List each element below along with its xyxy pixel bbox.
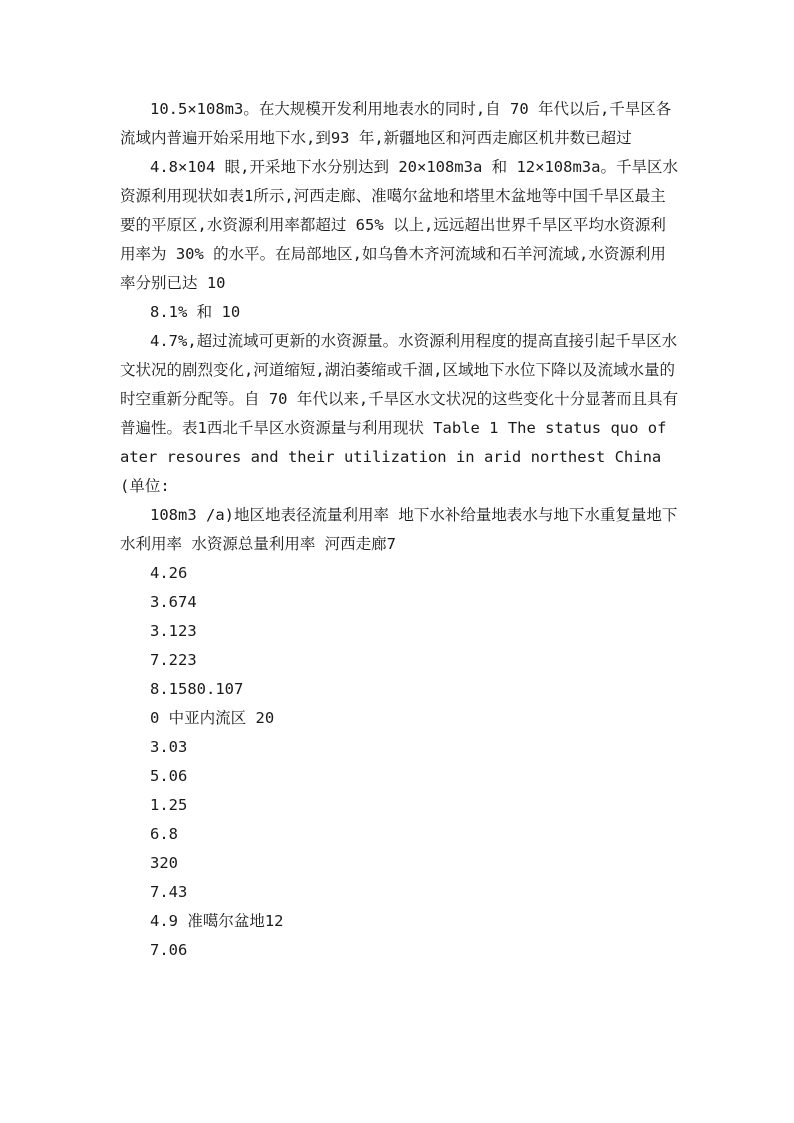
paragraph-2: 4.8×104 眼,开采地下水分别达到 20×108m3a 和 12×108m3a。千旱区水资源利用现状如表1所示,河西走廊、准噶尔盆地和塔里木盆地等中国千旱区最主要的平原区,水资源利用率都超过 65% 以上,远远超出世界千旱区平均水资源利用率为 30% 的水平。在局部地区,如乌鲁木齐河流域和石羊河流域,水资源利用率分别已达 10 <box>120 158 678 292</box>
table-value-line: 320 <box>150 854 178 872</box>
paragraph-5: 108m3 /a)地区地表径流量利用率 地下水补给量地表水与地下水重复量地下水利用率 水资源总量利用率 河西走廊7 <box>120 506 678 553</box>
table-value-line: 1.25 <box>150 796 188 814</box>
table-value-line: 8.1580.107 <box>150 680 244 698</box>
table-value-line: 5.06 <box>150 767 188 785</box>
table-value-line: 4.26 <box>150 564 188 582</box>
table-value-line: 4.9 准噶尔盆地12 <box>150 912 284 930</box>
table-value-line: 7.06 <box>150 941 188 959</box>
table-value-line: 0 中亚内流区 20 <box>150 709 275 727</box>
paragraph-4: 4.7%,超过流域可更新的水资源量。水资源利用程度的提高直接引起千旱区水文状况的剧烈变化,河道缩短,湖泊萎缩或千涸,区域地下水位下降以及流域水量的时空重新分配等。自 70 年代以来,千旱区水文状况的这些变化十分显著而且具有普遍性。表1西北千旱区水资源量与利用现状 Table 1 The status quo of ater resoures and their utilization in arid northest China(单位: <box>120 332 679 495</box>
table-value-line: 3.674 <box>150 593 197 611</box>
table-value-line: 3.03 <box>150 738 188 756</box>
table-value-line: 7.223 <box>150 651 197 669</box>
table-value-line: 6.8 <box>150 825 178 843</box>
document-body <box>120 95 680 965</box>
paragraph-1: 10.5×108m3。在大规模开发利用地表水的同时,自 70 年代以后,千旱区各流域内普遍开始采用地下水,到93 年,新疆地区和河西走廊区机井数已超过 <box>120 100 672 147</box>
table-value-line: 3.123 <box>150 622 197 640</box>
paragraph-3: 8.1% 和 10 <box>150 303 241 321</box>
table-value-line: 7.43 <box>150 883 188 901</box>
